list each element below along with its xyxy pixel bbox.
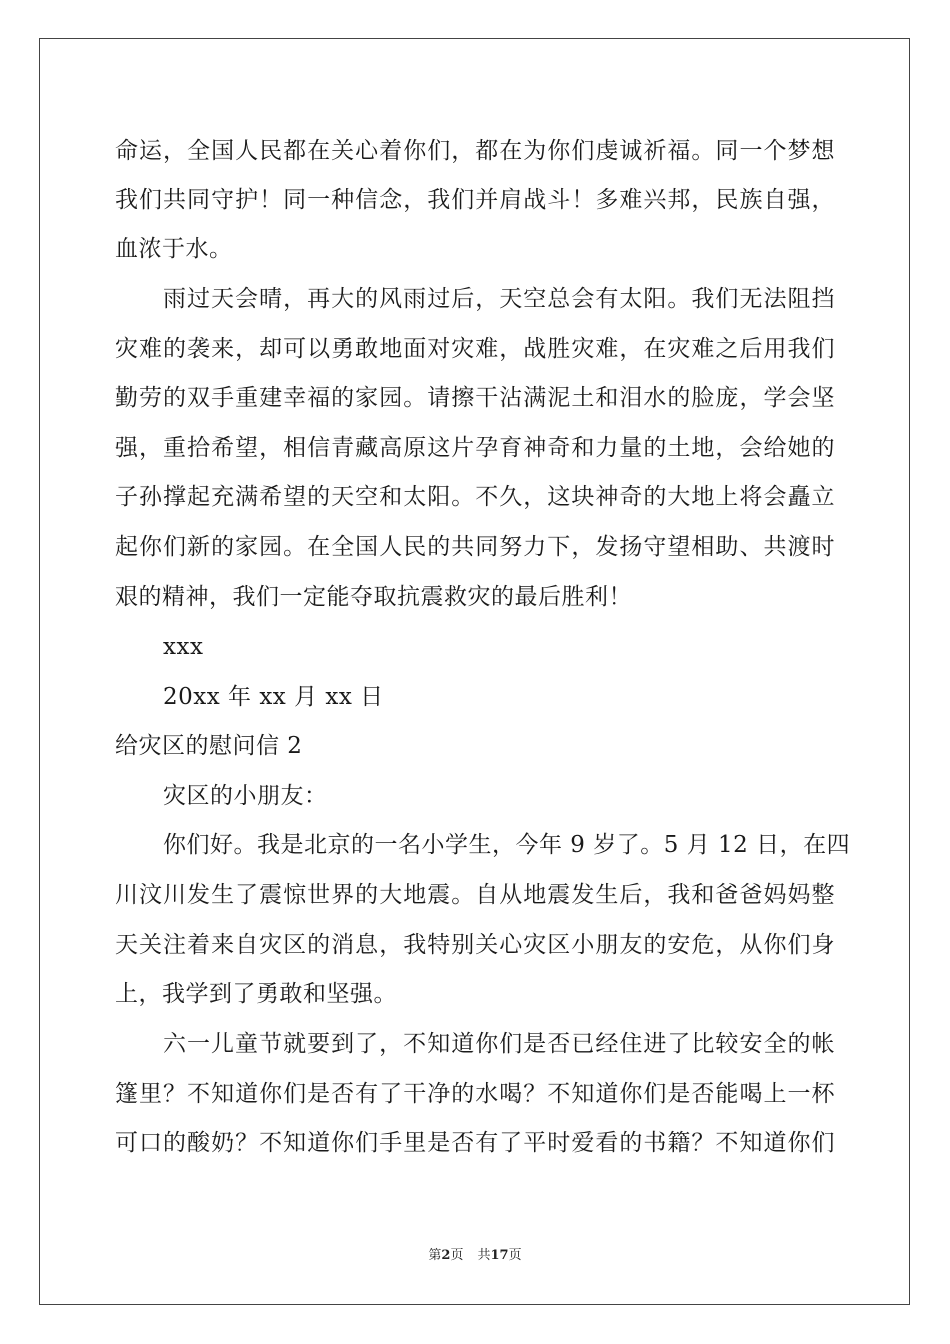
text-line: 强，重拾希望，相信青藏高原这片孕育神奇和力量的土地，会给她的: [115, 435, 835, 461]
text-line: 篷里？不知道你们是否有了干净的水喝？不知道你们是否能喝上一杯: [115, 1081, 835, 1107]
text-line: 命运，全国人民都在关心着你们，都在为你们虔诚祈福。同一个梦想: [115, 138, 835, 164]
text-line: 艰的精神，我们一定能夺取抗震救灾的最后胜利！: [115, 584, 632, 610]
page-label-suffix: 页: [450, 1248, 464, 1263]
text-line: 天关注着来自灾区的消息，我特别关心灾区小朋友的安危，从你们身: [115, 932, 835, 958]
page-label-prefix: 第: [428, 1248, 442, 1263]
page-number: 2: [441, 1248, 451, 1263]
total-pages: 17: [490, 1248, 509, 1263]
page-border: [39, 38, 910, 1305]
paragraph-first-line: 雨过天会晴，再大的风雨过后，天空总会有太阳。我们无法阻挡: [163, 286, 835, 312]
salutation: 灾区的小朋友：: [163, 783, 328, 809]
text-line: 川汶川发生了震惊世界的大地震。自从地震发生后，我和爸爸妈妈整: [115, 882, 835, 908]
page-footer: [0, 1247, 950, 1265]
paragraph-first-line: 六一儿童节就要到了，不知道你们是否已经住进了比较安全的帐: [163, 1031, 835, 1057]
total-label-suffix: 页: [508, 1248, 522, 1263]
total-label-prefix: 共: [477, 1248, 491, 1263]
signature: xxx: [163, 634, 204, 660]
date-line: 20xx 年 xx 月 xx 日: [163, 684, 384, 710]
text-line: 我们共同守护！同一种信念，我们并肩战斗！多难兴邦，民族自强，: [115, 187, 835, 213]
text-line: 起你们新的家园。在全国人民的共同努力下，发扬守望相助、共渡时: [115, 534, 835, 560]
text-line: 可口的酸奶？不知道你们手里是否有了平时爱看的书籍？不知道你们: [115, 1130, 835, 1156]
text-line: 上，我学到了勇敢和坚强。: [115, 981, 397, 1007]
text-line: 勤劳的双手重建幸福的家园。请擦干沾满泥土和泪水的脸庞，学会坚: [115, 385, 835, 411]
letter-title: 给灾区的慰问信 2: [115, 733, 303, 759]
paragraph-first-line: 你们好。我是北京的一名小学生，今年 9 岁了。5 月 12 日，在四: [163, 832, 851, 858]
text-line: 血浓于水。: [115, 236, 233, 262]
text-line: 灾难的袭来，却可以勇敢地面对灾难，战胜灾难，在灾难之后用我们: [115, 336, 835, 362]
text-line: 子孙撑起充满希望的天空和太阳。不久，这块神奇的大地上将会矗立: [115, 484, 835, 510]
